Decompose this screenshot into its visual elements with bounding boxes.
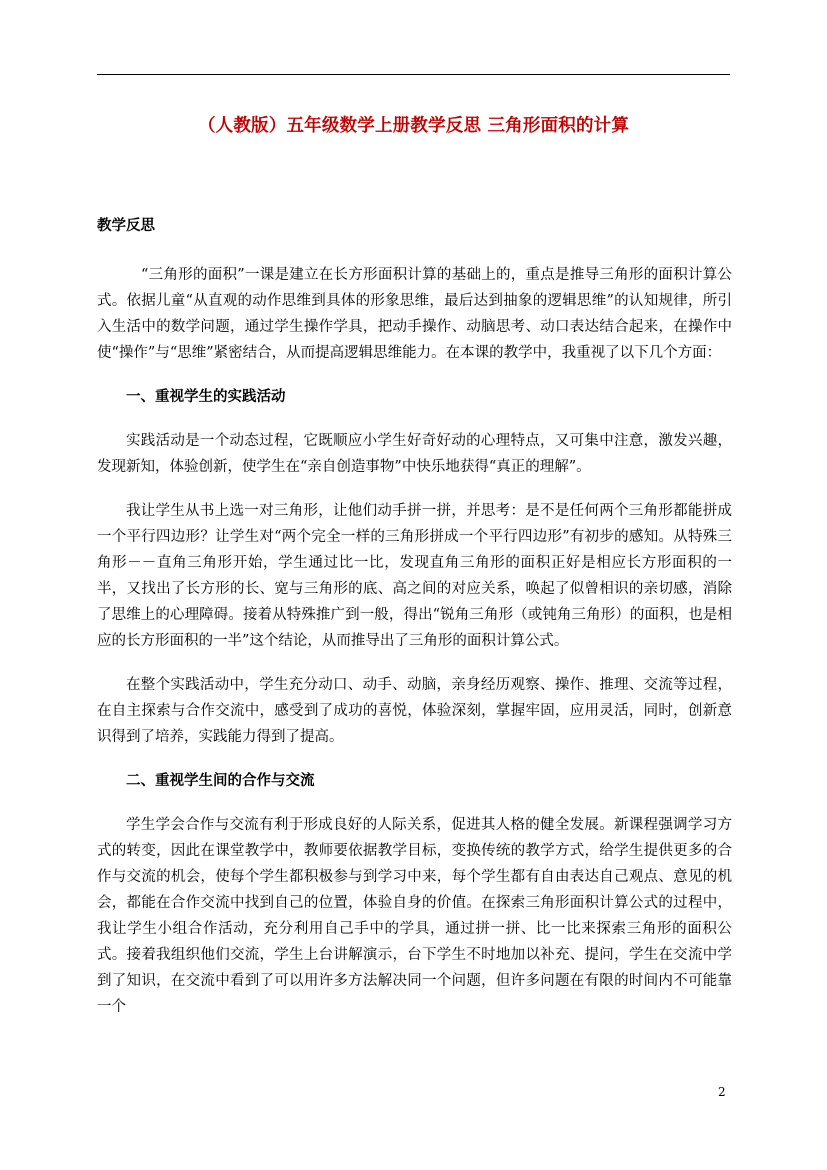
paragraph-cooperation: 学生学会合作与交流有利于形成良好的人际关系，促进其人格的健全发展。新课程强调学习方式的转变，因此在课堂教学中，教师要依据教学目标，变换传统的教学方式，给学生提供更多的合作与交流的机会，使每个学生都积极参与到学习中来，每个学生都有自由表达自己观点、意见的机会，都能在合作交流中找到自己的位置，体验自身的价值。在探索三角形面积计算公式的过程中，我让学生小组合作活动，充分利用自己手中的学具，通过拼一拼、比一比来探索三角形的面积公式。接着我组织他们交流，学生上台讲解演示，台下学生不时地加以补充、提问，学生在交流中学到了知识，在交流中看到了可以用许多方法解决同一个问题，但许多问题在有限的时间内不可能靠一个 <box>97 817 732 1015</box>
document-body <box>97 262 732 1020</box>
heading-practice-activities: 一、重视学生的实践活动 <box>126 388 286 405</box>
document-title: （人教版）五年级数学上册教学反思 三角形面积的计算 <box>197 116 630 136</box>
section-label: 教学反思 <box>97 217 155 234</box>
paragraph-practice-summary: 在整个实践活动中，学生充分动口、动手、动脑，亲身经历观察、操作、推理、交流等过程，在自主探索与合作交流中，感受到了成功的喜悦，体验深刻，掌握牢固，应用灵活，同时，创新意识得到了培养，实践能力得到了提高。 <box>97 677 732 745</box>
heading-cooperation: 二、重视学生间的合作与交流 <box>126 772 315 789</box>
paragraph-triangle-activity: 我让学生从书上选一对三角形，让他们动手拼一拼，并思考：是不是任何两个三角形都能拼成一个平行四边形？让学生对“两个完全一样的三角形拼成一个平行四边形”有初步的感知。从特殊三角形－－直角三角形开始，学生通过比一比，发现直角三角形的面积正好是相应长方形面积的一半，又找出了长方形的长、宽与三角形的底、高之间的对应关系，唤起了似曾相识的亲切感，消除了思维上的心理障碍。接着从特殊推广到一般，得出“锐角三角形（或钝角三角形）的面积，也是相应的长方形面积的一半”这个结论，从而推导出了三角形的面积计算公式。 <box>97 503 732 649</box>
header-rule <box>97 74 730 75</box>
page-number: 2 <box>718 1085 726 1099</box>
paragraph-practice-intro: 实践活动是一个动态过程，它既顺应小学生好奇好动的心理特点，又可集中注意，激发兴趣，发现新知，体验创新，使学生在“亲自创造事物”中快乐地获得“真正的理解”。 <box>97 433 732 475</box>
intro-paragraph: “三角形的面积”一课是建立在长方形面积计算的基础上的，重点是推导三角形的面积计算公式。依据儿童“从直观的动作思维到具体的形象思维，最后达到抽象的逻辑思维”的认知规律，所引入生活中的数学问题，通过学生操作学具，把动手操作、动脑思考、动口表达结合起来，在操作中使“操作”与“思维”紧密结合，从而提高逻辑思维能力。在本课的教学中，我重视了以下几个方面： <box>97 267 732 361</box>
